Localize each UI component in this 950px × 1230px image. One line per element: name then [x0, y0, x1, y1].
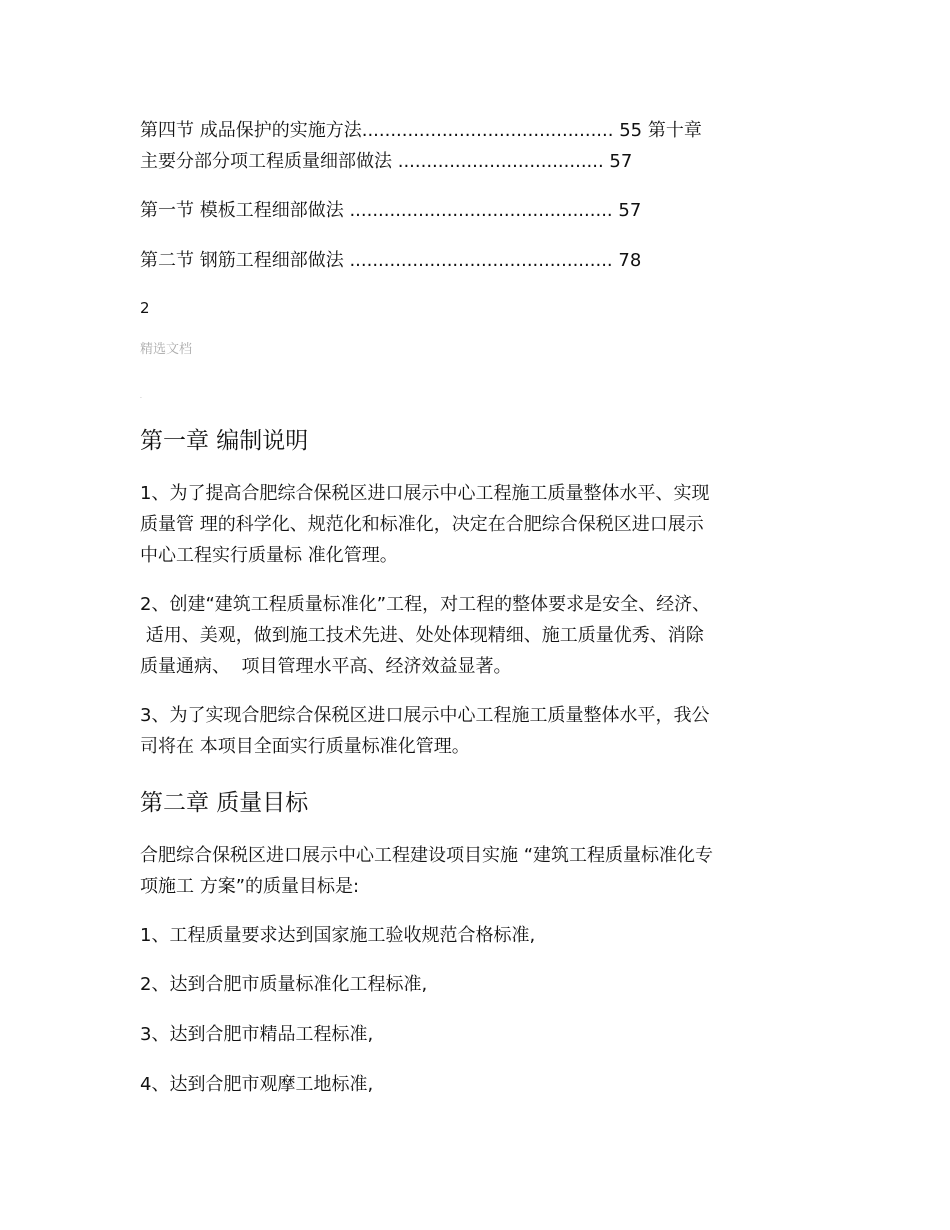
toc-line[interactable]: 第四节 成品保护的实施方法............................................ 55 第十章	[140, 120, 702, 141]
paragraph-line: 中心工程实行质量标 准化管理。	[140, 545, 398, 566]
paragraph-line: 2、创建“建筑工程质量标准化”工程，对工程的整体要求是安全、经济、	[140, 594, 711, 615]
paragraph-line: 适用、美观，做到施工技术先进、处处体现精细、施工质量优秀、消除	[140, 625, 704, 646]
toc-line[interactable]: 主要分部分项工程质量细部做法 .................................... 57	[140, 151, 633, 172]
watermark: 精选文档	[140, 342, 193, 357]
goal-item: 2、达到合肥市质量标准化工程标准,	[140, 974, 428, 995]
dot-mark: .	[140, 393, 142, 400]
toc-line[interactable]: 第一节 模板工程细部做法 .............................................. 57	[140, 200, 642, 221]
paragraph-line: 质量通病、 项目管理水平高、经济效益显著。	[140, 656, 512, 677]
goal-item: 1、工程质量要求达到国家施工验收规范合格标准,	[140, 925, 536, 946]
chapter-1-title: 第一章 编制说明	[140, 428, 309, 454]
intro-line: 项施工 方案”的质量目标是:	[140, 876, 360, 897]
paragraph-line: 司将在 本项目全面实行质量标准化管理。	[140, 736, 470, 757]
paragraph-line: 质量管 理的科学化、规范化和标准化，决定在合肥综合保税区进口展示	[140, 514, 704, 535]
toc-line[interactable]: 第二节 钢筋工程细部做法 .............................................. 78	[140, 250, 642, 271]
paragraph-line: 3、为了实现合肥综合保税区进口展示中心工程施工质量整体水平，我公	[140, 705, 710, 726]
goal-item: 3、达到合肥市精品工程标准,	[140, 1024, 374, 1045]
chapter-2-title: 第二章 质量目标	[140, 790, 309, 816]
paragraph-line: 1、为了提高合肥综合保税区进口展示中心工程施工质量整体水平、实现	[140, 483, 710, 504]
goal-item: 4、达到合肥市观摩工地标准,	[140, 1074, 374, 1095]
page-number: 2	[140, 299, 150, 317]
intro-line: 合肥综合保税区进口展示中心工程建设项目实施 “建筑工程质量标准化专	[140, 845, 714, 866]
